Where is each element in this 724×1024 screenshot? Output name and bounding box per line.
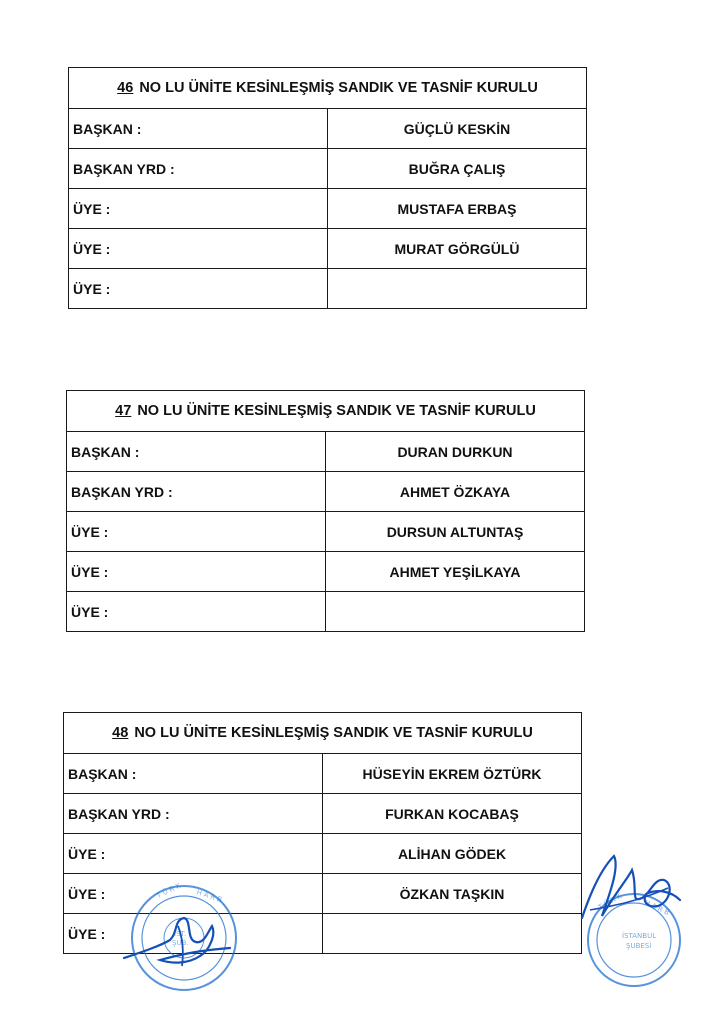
board-number: 48 — [112, 725, 129, 741]
table-row — [64, 754, 582, 794]
role-cell: ÜYE : — [69, 189, 328, 229]
board-title-cell — [69, 68, 587, 109]
board-title: NO LU ÜNİTE KESİNLEŞMİŞ SANDIK VE TASNİF KURULU — [139, 80, 538, 96]
role-cell: BAŞKAN YRD : — [64, 794, 323, 834]
member-name-cell — [326, 592, 585, 632]
board-header-row — [67, 391, 585, 432]
role-cell: ÜYE : — [67, 552, 326, 592]
board-header-row — [64, 713, 582, 754]
member-name-cell: MUSTAFA ERBAŞ — [328, 189, 587, 229]
role-cell: ÜYE : — [69, 269, 328, 309]
role-cell: ÜYE : — [67, 592, 326, 632]
member-name-cell: ÖZKAN TAŞKIN — [323, 874, 582, 914]
table-row — [67, 592, 585, 632]
left-stamp-seal-icon — [112, 880, 252, 996]
member-name-cell: GÜÇLÜ KESKİN — [328, 109, 587, 149]
role-cell: BAŞKAN : — [67, 432, 326, 472]
table-row — [67, 512, 585, 552]
board-title-cell — [64, 713, 582, 754]
table-row — [64, 794, 582, 834]
role-cell: BAŞKAN YRD : — [69, 149, 328, 189]
table-row — [69, 189, 587, 229]
role-cell: ÜYE : — [64, 874, 323, 914]
table-row — [69, 109, 587, 149]
member-name-cell: ALİHAN GÖDEK — [323, 834, 582, 874]
table-row — [69, 229, 587, 269]
role-cell: BAŞKAN YRD : — [67, 472, 326, 512]
svg-text:İSTANBUL: İSTANBUL — [622, 932, 657, 940]
role-cell: ÜYE : — [69, 229, 328, 269]
right-stamp-seal-icon — [572, 848, 690, 990]
member-name-cell: DURAN DURKUN — [326, 432, 585, 472]
table-row — [67, 432, 585, 472]
member-name-cell: BUĞRA ÇALIŞ — [328, 149, 587, 189]
svg-text:ŞUBESİ: ŞUBESİ — [626, 942, 652, 950]
member-name-cell: HÜSEYİN EKREM ÖZTÜRK — [323, 754, 582, 794]
role-cell: ÜYE : — [67, 512, 326, 552]
table-row — [67, 472, 585, 512]
board-title: NO LU ÜNİTE KESİNLEŞMİŞ SANDIK VE TASNİF KURULU — [134, 725, 533, 741]
table-row — [69, 269, 587, 309]
member-name-cell — [328, 269, 587, 309]
svg-text:ŞUB.: ŞUB. — [172, 939, 189, 947]
board-number: 46 — [117, 80, 134, 96]
board-title: NO LU ÜNİTE KESİNLEŞMİŞ SANDIK VE TASNİF KURULU — [137, 403, 536, 419]
board-table-46 — [68, 67, 587, 309]
member-name-cell — [323, 914, 582, 954]
svg-text:T Ü R K: T Ü R K — [155, 881, 182, 900]
table-row — [69, 149, 587, 189]
svg-text:H A R B: H A R B — [643, 898, 671, 917]
board-header-row — [69, 68, 587, 109]
role-cell: ÜYE : — [64, 914, 323, 954]
table-row — [64, 834, 582, 874]
role-cell: BAŞKAN : — [64, 754, 323, 794]
member-name-cell: FURKAN KOCABAŞ — [323, 794, 582, 834]
board-title-cell — [67, 391, 585, 432]
member-name-cell: DURSUN ALTUNTAŞ — [326, 512, 585, 552]
svg-text:H A R B: H A R B — [195, 888, 223, 905]
board-table-47 — [66, 390, 585, 632]
member-name-cell: MURAT GÖRGÜLÜ — [328, 229, 587, 269]
member-name-cell: AHMET ÖZKAYA — [326, 472, 585, 512]
table-row — [67, 552, 585, 592]
svg-text:İST.: İST. — [174, 930, 187, 938]
role-cell: ÜYE : — [64, 834, 323, 874]
board-number: 47 — [115, 403, 132, 419]
role-cell: BAŞKAN : — [69, 109, 328, 149]
member-name-cell: AHMET YEŞİLKAYA — [326, 552, 585, 592]
svg-text:T Ü R K: T Ü R K — [597, 892, 624, 912]
